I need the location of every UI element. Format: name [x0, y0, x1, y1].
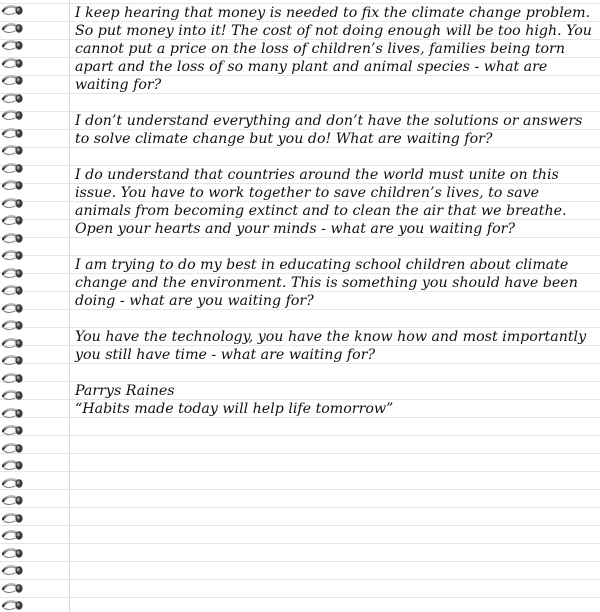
spiral-ring-icon — [2, 108, 24, 122]
paragraph-3: I do understand that countries around the world must unite on this issue. You have to work together to save children’s lives, to save animals from becoming extinct and to clean the air that we breathe. Open your hearts and your minds - what are you waiting for? — [75, 167, 567, 237]
spiral-ring-icon — [2, 598, 24, 612]
spiral-ring-icon — [2, 318, 24, 332]
paragraph-4: I am trying to do my best in educating school children about climate change and the environment. This is something you should have been doing - what are you waiting for? — [75, 257, 578, 309]
spiral-ring-icon — [2, 493, 24, 507]
spiral-ring-icon — [2, 301, 24, 315]
spiral-ring-icon — [2, 161, 24, 175]
spiral-ring-icon — [2, 266, 24, 280]
spiral-binding — [0, 0, 26, 612]
spiral-ring-icon — [2, 38, 24, 52]
spiral-ring-icon — [2, 3, 24, 17]
paragraph-2: I don’t understand everything and don’t have the solutions or answers to solve climate change but you do! What are waiting for? — [75, 113, 583, 147]
spiral-ring-icon — [2, 231, 24, 245]
spiral-ring-icon — [2, 441, 24, 455]
spiral-ring-icon — [2, 476, 24, 490]
spiral-ring-icon — [2, 283, 24, 297]
paragraph-1: I keep hearing that money is needed to fix the climate change problem. So put money into it! The cost of not doing enough will be too high. You cannot put a price on the loss of children’s lives, families being torn apart and the loss of so many plant and animal species - what are waiting for? — [75, 5, 592, 93]
spiral-ring-icon — [2, 178, 24, 192]
spiral-ring-icon — [2, 21, 24, 35]
spiral-ring-icon — [2, 388, 24, 402]
spiral-ring-icon — [2, 458, 24, 472]
spiral-ring-icon — [2, 563, 24, 577]
letter-body — [75, 4, 595, 418]
signature-name: Parrys Raines — [75, 383, 175, 399]
spiral-ring-icon — [2, 248, 24, 262]
spiral-ring-icon — [2, 511, 24, 525]
signature-block — [75, 382, 595, 418]
spiral-ring-icon — [2, 56, 24, 70]
spiral-ring-icon — [2, 546, 24, 560]
margin-line — [69, 0, 70, 612]
paragraph-5: You have the technology, you have the know how and most importantly you still have time - what are waiting for? — [75, 329, 587, 363]
spiral-ring-icon — [2, 423, 24, 437]
spiral-ring-icon — [2, 406, 24, 420]
spiral-ring-icon — [2, 528, 24, 542]
spiral-ring-icon — [2, 91, 24, 105]
spiral-ring-icon — [2, 371, 24, 385]
spiral-ring-icon — [2, 126, 24, 140]
signature-quote: “Habits made today will help life tomorrow” — [75, 401, 394, 417]
spiral-ring-icon — [2, 336, 24, 350]
spiral-ring-icon — [2, 581, 24, 595]
spiral-ring-icon — [2, 196, 24, 210]
spiral-ring-icon — [2, 143, 24, 157]
spiral-ring-icon — [2, 353, 24, 367]
spiral-ring-icon — [2, 213, 24, 227]
spiral-ring-icon — [2, 73, 24, 87]
